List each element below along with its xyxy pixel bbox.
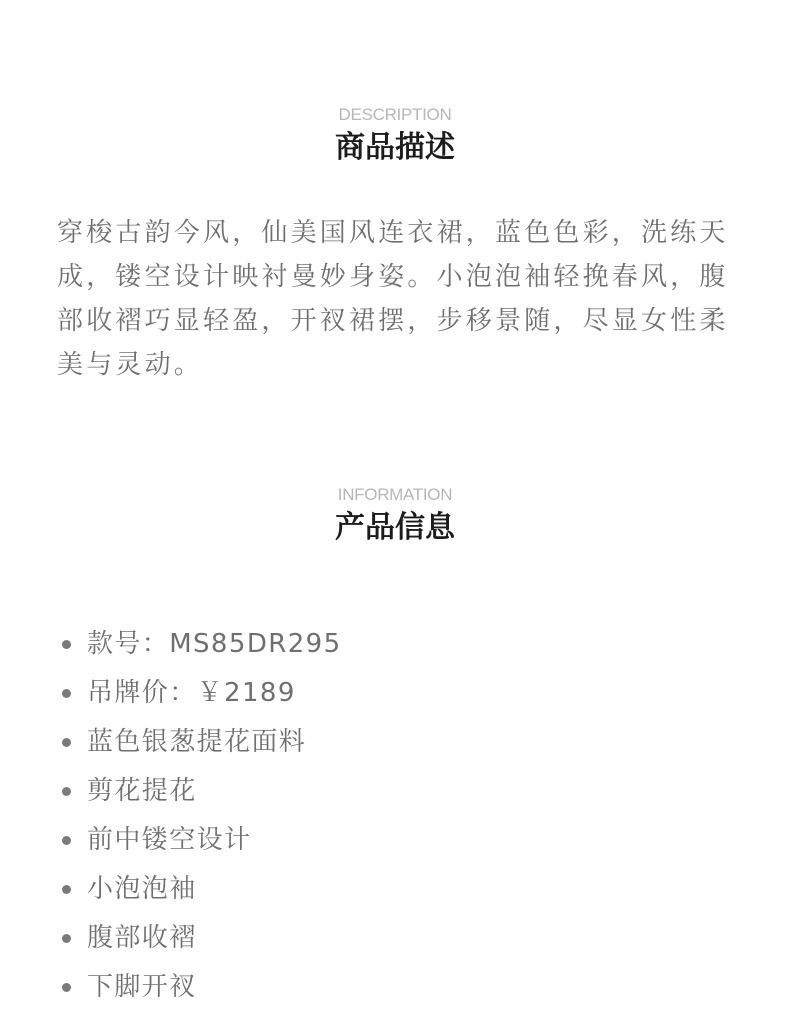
bullet-icon xyxy=(62,836,71,845)
list-item xyxy=(57,914,757,963)
bullet-icon xyxy=(62,738,71,747)
list-item xyxy=(57,620,757,669)
description-header xyxy=(0,104,790,167)
bullet-icon xyxy=(62,983,71,992)
list-item xyxy=(57,669,757,718)
info-item-text: 吊牌价：￥2189 xyxy=(87,678,296,708)
bullet-icon xyxy=(62,689,71,698)
info-item-text: 小泡泡袖 xyxy=(87,874,197,904)
bullet-icon xyxy=(62,885,71,894)
list-item xyxy=(57,718,757,767)
bullet-icon xyxy=(62,934,71,943)
info-item-text: 前中镂空设计 xyxy=(87,825,252,855)
info-item-text: 款号：MS85DR295 xyxy=(87,629,342,659)
info-item-text: 腹部收褶 xyxy=(87,923,197,953)
list-item xyxy=(57,816,757,865)
bullet-icon xyxy=(62,787,71,796)
product-description-text: 穿梭古韵今风，仙美国风连衣裙，蓝色色彩，洗练天成，镂空设计映衬曼妙身姿。小泡泡袖轻挽春风，腹部收褶巧显轻盈，开衩裙摆，步移景随，尽显女性柔美与灵动。 xyxy=(57,218,729,380)
info-item-text: 下脚开衩 xyxy=(87,972,197,1002)
list-item xyxy=(57,865,757,914)
bullet-icon xyxy=(62,640,71,649)
product-info-list xyxy=(57,620,757,1012)
list-item xyxy=(57,767,757,816)
list-item xyxy=(57,963,757,1012)
information-title: 产品信息 xyxy=(335,510,455,545)
description-title: 商品描述 xyxy=(335,130,455,165)
information-header xyxy=(0,484,790,547)
information-label-en: INFORMATION xyxy=(337,485,453,504)
description-label-en: DESCRIPTION xyxy=(338,105,452,124)
info-item-text: 蓝色银葱提花面料 xyxy=(87,727,307,757)
info-item-text: 剪花提花 xyxy=(87,776,197,806)
